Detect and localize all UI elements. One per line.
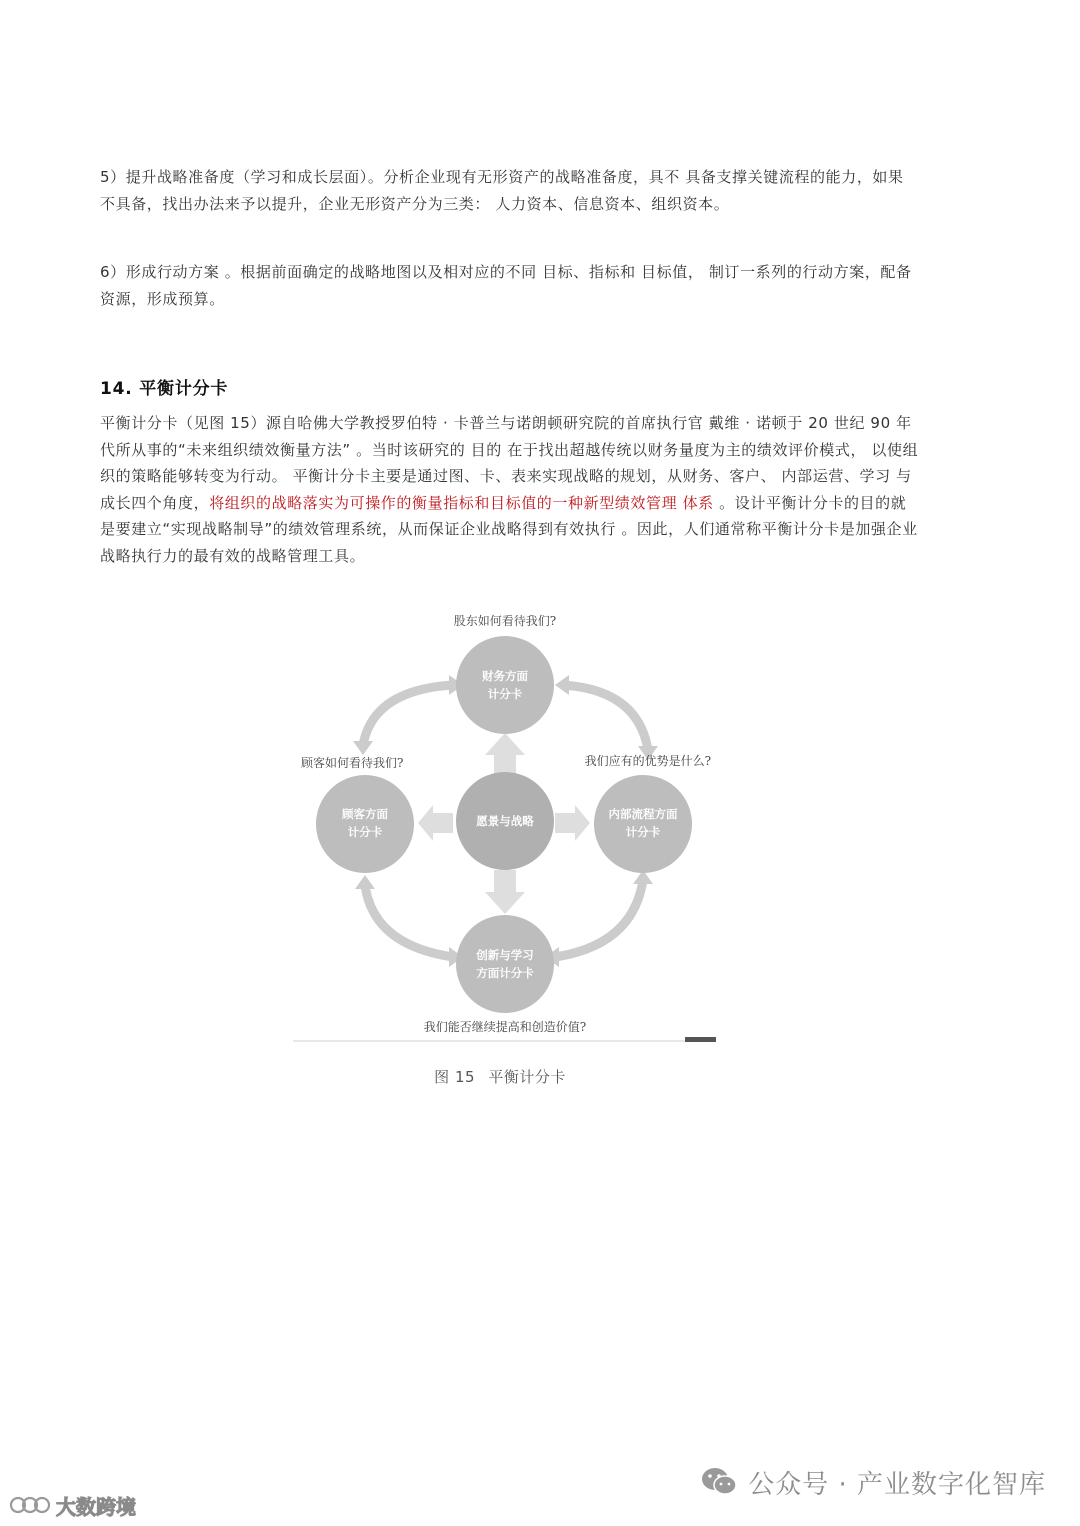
- balanced-scorecard-figure: [293, 605, 716, 1042]
- label-learning-2: 方面计分卡: [476, 966, 534, 980]
- link-circles-icon: [8, 1493, 52, 1517]
- wechat-account-name: 公众号 · 产业数字化智库: [748, 1469, 1046, 1500]
- watermark-brand: [8, 1490, 136, 1520]
- paragraph-step6: 6）形成行动方案 。根据前面确定的战略地图以及相对应的不同 目标、指标和 目标值， 制订一系列的行动方案，配备资源，形成预算。: [100, 263, 912, 308]
- arrow-right: [555, 805, 590, 841]
- arc-top-right: [563, 685, 648, 750]
- label-internal-1: 内部流程方面: [608, 807, 678, 821]
- circle-financial: [456, 636, 554, 734]
- circle-learning: [456, 915, 554, 1013]
- arrowhead-tl-2: [353, 741, 373, 755]
- paragraph-balanced-scorecard: [100, 410, 920, 569]
- question-customers: 顾客如何看待我们?: [301, 756, 404, 770]
- label-vision: 愿景与战略: [476, 814, 534, 828]
- arc-bottom-right: [555, 880, 643, 957]
- paragraph-text-2: 。设计平衡计分卡的目的就是要建立“实现战略制导”的绩效管理系统，从而保证企业战略得到有效执行 。因此，人们通常称平衡计分卡是加强企业战略执行力的最有效的战略管理工具。: [100, 493, 918, 565]
- caption-title: 平衡计分卡: [488, 1068, 566, 1086]
- caption-number: 图 15: [434, 1068, 476, 1086]
- label-learning-1: 创新与学习: [476, 948, 534, 962]
- watermark-brand-text: 大数跨境: [56, 1494, 136, 1519]
- arrowhead-bl-1: [355, 875, 375, 889]
- paragraph-text-1: 平衡计分卡（见图 15）源自哈佛大学教授罗伯特 · 卡普兰与诺朗顿研究院的首席执行官 戴维 · 诺顿于 20 世纪 90 年代所从事的“未来组织绩效衡量方法” 。当时该研究的 目的 在于找出超越传统以财务量度为主的绩效评价模式， 以使组织的策略能够转变为行动。 平衡计分卡主要是通过图、卡、表来实现战略的规划，从财务、客户、 内部运营、学习 与成长四个角度，: [100, 414, 919, 512]
- arrow-up: [485, 733, 525, 775]
- circle-internal: [594, 775, 692, 873]
- question-advantage: 我们应有的优势是什么?: [584, 754, 711, 768]
- paragraph-step5: 5）提升战略准备度（学习和成长层面）。分析企业现有无形资产的战略准备度，具不 具备支撑关键流程的能力，如果不具备，找出办法来予以提升，企业无形资产分为三类： 人力资本、信息资本、组织资本。: [100, 168, 904, 213]
- wechat-account-footer: [700, 1462, 1046, 1502]
- wechat-icon: [700, 1466, 738, 1498]
- arc-bottom-left: [365, 885, 453, 957]
- arc-top-left: [363, 685, 453, 745]
- arrowhead-tr-1: [555, 675, 569, 695]
- scorecard-diagram: [293, 605, 716, 1042]
- label-customer-2: 计分卡: [347, 825, 383, 839]
- highlighted-text: 将组织的战略落实为可操作的衡量指标和目标值的一种新型绩效管理 体系: [209, 493, 714, 512]
- arrow-down: [485, 870, 525, 914]
- question-innovation: 我们能否继续提高和创造价值?: [423, 1020, 587, 1034]
- arrow-left: [418, 805, 453, 841]
- label-internal-2: 计分卡: [625, 825, 661, 839]
- figure-corner-mark: [685, 1037, 716, 1042]
- label-customer-1: 顾客方面: [342, 807, 388, 821]
- circle-customer: [316, 775, 414, 873]
- section-heading: 14. 平衡计分卡: [100, 379, 229, 399]
- label-financial-1: 财务方面: [482, 669, 528, 683]
- figure-caption: [0, 1066, 1000, 1087]
- label-financial-2: 计分卡: [487, 687, 523, 701]
- question-shareholders: 股东如何看待我们?: [453, 614, 557, 628]
